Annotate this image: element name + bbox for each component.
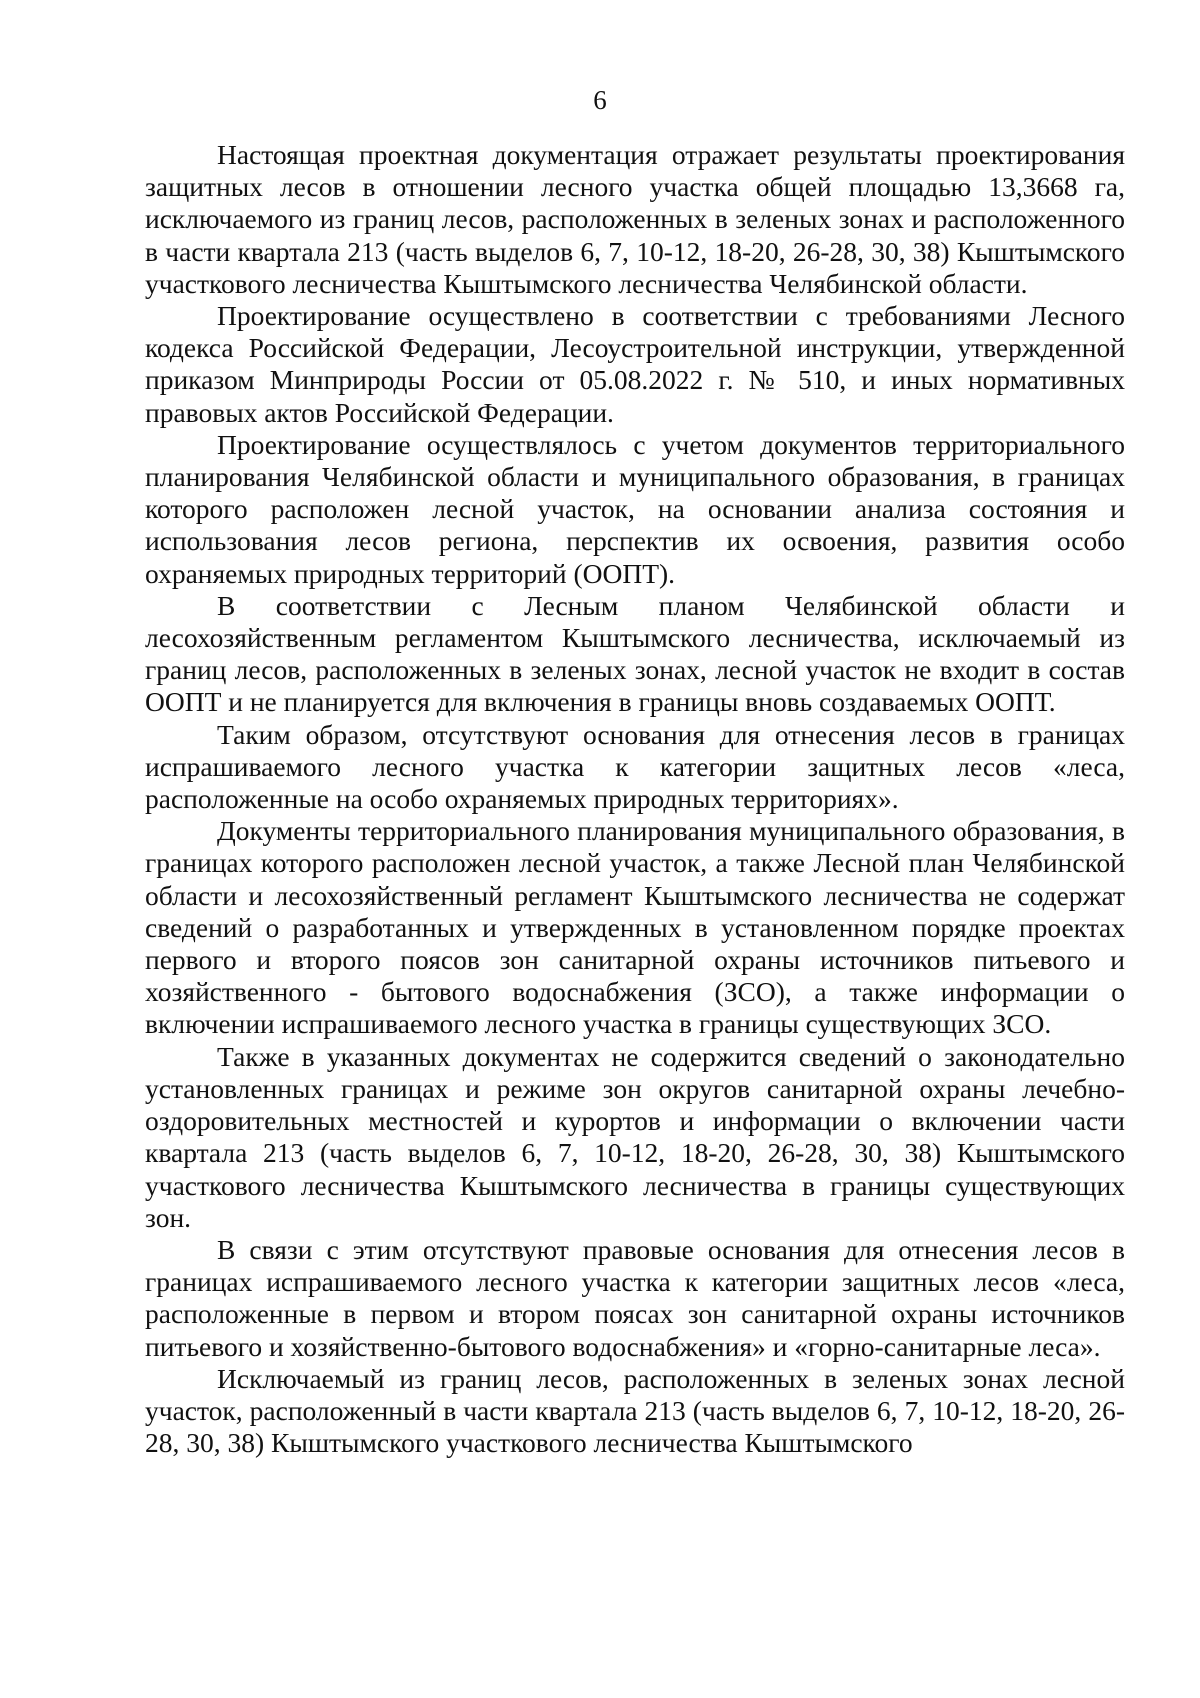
paragraph-3: Проектирование осуществлялось с учетом документов территориального планирования Челябинской области и муниципального образования, в границах которого расположен лесной участок, на основании анализа состояния и использования лесов региона, перспектив их освоения, развития особо охраняемых природных территорий (ООПТ). <box>145 428 1125 589</box>
paragraph-5: Таким образом, отсутствуют основания для отнесения лесов в границах испрашиваемого лесного участка к категории защитных лесов «леса, расположенные на особо охраняемых природных территориях». <box>145 718 1125 815</box>
paragraph-7: Также в указанных документах не содержится сведений о законодательно установленных границах и режиме зон округов санитарной охраны лечебно-оздоровительных местностей и курортов и информации о включении части квартала 213 (часть выделов 6, 7, 10-12, 18-20, 26-28, 30, 38) Кыштымского участкового лесничества Кыштымского лесничества в границы существующих зон. <box>145 1040 1125 1233</box>
paragraph-2: Проектирование осуществлено в соответствии с требованиями Лесного кодекса Российской Федерации, Лесоустроительной инструкции, утвержденной приказом Минприроды России от 05.08.2022 г. № 510, и иных нормативных правовых актов Российской Федерации. <box>145 300 1125 428</box>
paragraph-9: Исключаемый из границ лесов, расположенных в зеленых зонах лесной участок, расположенный в части квартала 213 (часть выделов 6, 7, 10-12, 18-20, 26-28, 30, 38) Кыштымского участкового лесничества Кыштымского <box>145 1362 1125 1459</box>
paragraph-6: Документы территориального планирования муниципального образования, в границах которого расположен лесной участок, а также Лесной план Челябинской области и лесохозяйственный регламент Кыштымского лесничества не содержат сведений о разработанных и утвержденных в установленном порядке проектах первого и второго поясов зон санитарной охраны источников питьевого и хозяйственного - бытового водоснабжения (ЗСО), а также информации о включении испрашиваемого лесного участка в границы существующих ЗСО. <box>145 815 1125 1040</box>
paragraph-4: В соответствии с Лесным планом Челябинской области и лесохозяйственным регламентом Кыштымского лесничества, исключаемый из границ лесов, расположенных в зеленых зонах, лесной участок не входит в состав ООПТ и не планируется для включения в границы вновь создаваемых ООПТ. <box>145 589 1125 718</box>
page-number: 6 <box>593 85 607 115</box>
paragraph-1: Настоящая проектная документация отражает результаты проектирования защитных лесов в отношении лесного участка общей площадью 13,3668 га, исключаемого из границ лесов, расположенных в зеленых зонах и расположенного в части квартала 213 (часть выделов 6, 7, 10-12, 18-20, 26-28, 30, 38) Кыштымского участкового лесничества Кыштымского лесничества Челябинской области. <box>145 139 1125 299</box>
document-body <box>145 139 1125 1459</box>
paragraph-8: В связи с этим отсутствуют правовые основания для отнесения лесов в границах испрашиваемого лесного участка к категории защитных лесов «леса, расположенные в первом и втором поясах зон санитарной охраны источников питьевого и хозяйственно-бытового водоснабжения» и «горно-санитарные леса». <box>145 1233 1125 1362</box>
